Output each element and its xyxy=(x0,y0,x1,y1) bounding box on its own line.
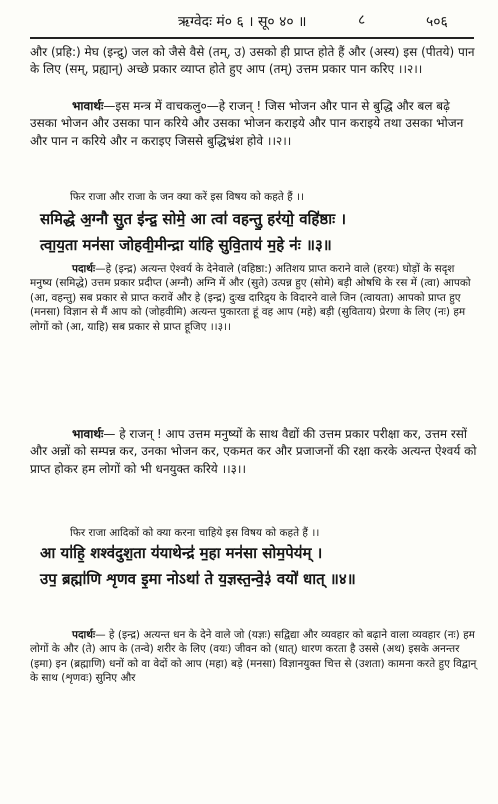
paragraph xyxy=(30,628,478,686)
padartha-3 xyxy=(30,262,478,334)
note-text: फिर राजा और राजा के जन क्या करें इस विषय को कहते हैं ।। xyxy=(70,191,304,203)
bhavartha-2 xyxy=(30,98,478,150)
section-label: पदार्थः xyxy=(72,629,96,641)
section-label: भावार्थः xyxy=(72,99,104,113)
mantra-line: आ या॑हि॒ शश्व॑दुश॒ता य॑याथेन्द्र॑ म॒हा मन॑सा सोम॒पेय॑म् । xyxy=(40,544,323,562)
margin-mark: ८ xyxy=(358,12,366,28)
running-head: ऋग्वेदः मं० ६ । सू० ४० ॥ xyxy=(178,14,307,30)
section-label: भावार्थः xyxy=(72,427,104,441)
mantra-4 xyxy=(30,540,478,592)
paragraph: और (प्रहि:) मेघ (इन्द्रु) जल को जैसे वैसे (तम्, उ) उसको ही प्राप्त होते हैं और (अस्य) इस (पीतये) पान के लिए (सम्, प्रह्यान्) अच्छे प्रकार व्याप्त होते हुए आप (तम्) उत्तम प्रकार पान करिए ।।२।। xyxy=(30,45,475,77)
page-number: ५०६ xyxy=(426,14,448,30)
section-text: —हे (इन्द्र) अत्यन्त ऐश्वर्य के देनेवाले (वहिष्ठा:) अतिशय प्राप्त कराने वाले (हरयः) घोड़ों के सदृश मनुष्य (समिद्धे) उत्तम प्रकार प्रदीप्त (अग्नौ) अग्नि में और (सुते) उत्पन्न हुए (सोमे) बड़ी ओषधि के रस में (त्वा) आपको (आ, वहन्तु) सब प्रकार से प्राप्त करावें और हे (इन्द्र) दुःख दारिद्र्य के विदारने वाले जिन (त्वायता) आपको प्राप्त हुए (मनसा) विज्ञान से मैं आप को (जोहवीमि) अत्यन्त पुकारता हूं वह आप (महे) बड़ी (सुविताय) प्रेरणा के लिए (नः) हम लोगों को (आ, याहि) सब प्रकार से प्राप्त हूजिए ।।३।। xyxy=(30,263,471,333)
bhavartha-3 xyxy=(30,426,478,478)
paragraph xyxy=(30,426,478,478)
topic-note xyxy=(30,526,478,540)
section-text: — हे राजन् ! आप उत्तम मनुष्यों के साथ वैद्यों की उत्तम प्रकार परीक्षा कर, उत्तम रसों और अन्नों को सम्पन्न कर, उनका भोजन कर, एकमत कर और प्रजाजनों की रक्षा करके अत्यन्त ऐश्वर्य को प्राप्त होकर हम लोगों को भी धनयुक्त करिये ।।३।। xyxy=(30,427,477,476)
mantra-line: समिद्धे अ॒ग्नौ सु॒त इ॑न्द्र॒ सोमे॒ आ त्वा॑ वहन्तु॒ हर॑यो॒ वहि॑ष्ठाः । xyxy=(40,210,347,228)
paragraph xyxy=(30,98,478,150)
mantra-3 xyxy=(30,206,478,258)
section-text: —इस मन्त्र में वाचकलु०—हे राजन् ! जिस भोजन और पान से बुद्धि और बल बढ़े उसका भोजन और उसका पान करिये और उसका भोजन कराइये और पान कराइये तथा उसका भोजन और पान न करिये और न कराइए जिससे बुद्धिभ्रंश होवे ।।२।। xyxy=(30,99,464,148)
paragraph xyxy=(30,262,478,334)
topic-note xyxy=(30,190,478,204)
section-label: पदार्थः xyxy=(72,263,96,275)
header-rule xyxy=(30,37,474,39)
note-text: फिर राजा आदिकों को क्या करना चाहिये इस विषय को कहते हैं ।। xyxy=(70,527,320,539)
section-text: — हे (इन्द्र) अत्यन्त धन के देने वाले जो (यज्ञः) सद्विद्या और व्यवहार को बढ़ाने वाला व्यवहार (नः) हम लोगों के और (ते) आप के (तन्वे) शरीर के लिए (वयः) जीवन को (धात्) धारण करता है उससे (अथ) इसके अनन्तर (इमा) इन (ब्रह्माणि) धनों को वा वेदों को आप (महा) बड़े (मनसा) विज्ञानयुक्त चित्त से (उशता) कामना करते हुए विद्वान् के साथ (शृणवः) सुनिए और xyxy=(30,629,477,685)
word-meaning-continuation xyxy=(30,44,478,79)
mantra-line: त्वा॒य॒ता मन॑सा जोहवी॒मीन्द्रा या॑हि सुवि॒ताय॑ म॒हे नः॑ ॥३॥ xyxy=(40,236,332,254)
mantra-line: उप॒ ब्रह्मा॑णि शृणव इ॒मा नोऽथा॑ ते य॒ज्ञस्त॒न्वे॒३॑ वयो॑ धात् ॥४॥ xyxy=(40,570,356,588)
padartha-4 xyxy=(30,628,478,686)
page-header xyxy=(0,10,498,34)
